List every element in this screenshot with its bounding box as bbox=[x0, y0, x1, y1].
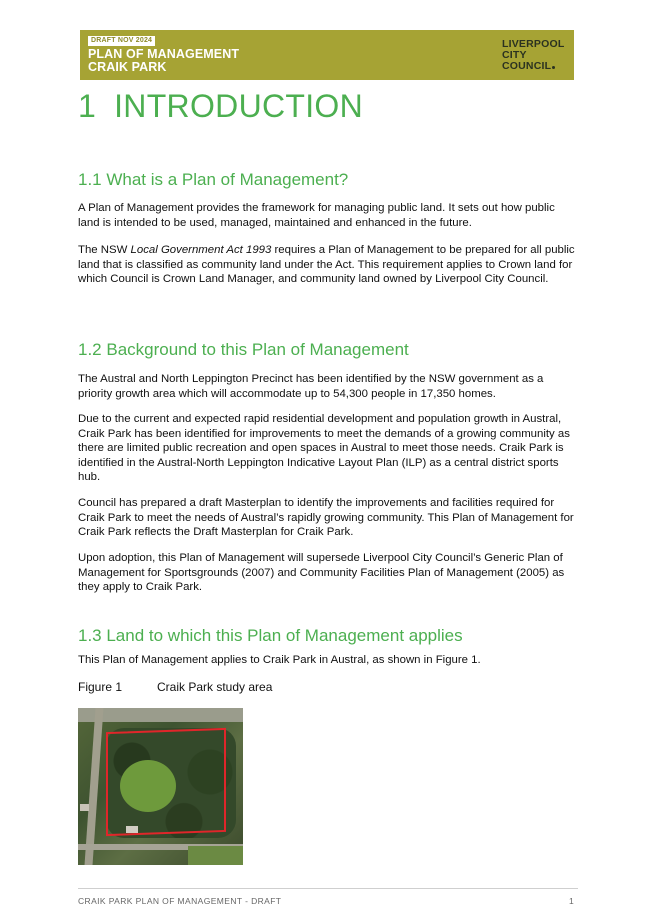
draft-tag: DRAFT NOV 2024 bbox=[88, 36, 155, 46]
paragraph bbox=[78, 243, 578, 287]
chapter-title: INTRODUCTION bbox=[114, 88, 364, 124]
figure-title: Craik Park study area bbox=[157, 680, 273, 694]
chapter-number: 1 bbox=[78, 88, 97, 124]
study-area-boundary bbox=[106, 728, 226, 836]
act-title: Local Government Act 1993 bbox=[130, 244, 272, 256]
paragraph: The Austral and North Leppington Precinct has been identified by the NSW government as a priority growth area which will accommodate up to 54,300 people in 17,350 homes. bbox=[78, 373, 544, 400]
aerial-map bbox=[78, 708, 243, 865]
footer-text: CRAIK PARK PLAN OF MANAGEMENT - DRAFT bbox=[78, 896, 282, 906]
section-heading: 1.1 What is a Plan of Management? bbox=[78, 170, 349, 189]
grass-field bbox=[188, 846, 243, 865]
logo-line: LIVERPOOL bbox=[502, 38, 565, 50]
road bbox=[85, 708, 104, 865]
logo-dot-icon bbox=[552, 66, 555, 69]
paragraph: Due to the current and expected rapid residential development and population growth in Austral, Craik Park has been identified for improvements to meet the demands of a growing community as there are limited public recreation and open spaces in Austral to meet those needs. Craik Park is identified in the Austral-North Leppington Indicative Layout Plan (ILP) as a central district sports hub. bbox=[78, 413, 570, 483]
paragraph: Council has prepared a draft Masterplan to identify the improvements and facilities required for Craik Park to meet the needs of Austral’s rapidly growing community. This Plan of Management for Craik Park reflects the Draft Masterplan for Craik Park. bbox=[78, 497, 574, 538]
section-heading: 1.3 Land to which this Plan of Management applies bbox=[78, 626, 463, 645]
footer-divider bbox=[78, 888, 578, 889]
header-banner bbox=[80, 30, 574, 80]
logo-line: COUNCIL bbox=[502, 60, 552, 72]
council-logo bbox=[502, 39, 566, 72]
banner-title: PLAN OF MANAGEMENT bbox=[88, 47, 240, 61]
paragraph: A Plan of Management provides the framework for managing public land. It sets out how public land is intended to be used, managed, maintained and enhanced in the future. bbox=[78, 202, 555, 229]
section-heading: 1.2 Background to this Plan of Management bbox=[78, 340, 409, 359]
paragraph: Upon adoption, this Plan of Management will supersede Liverpool City Council’s Generic Plan of Management for Sportsgrounds (2007) and Community Facilities Plan of Management (2005) as they apply to Craik Park. bbox=[78, 552, 565, 593]
paragraph-text: The NSW bbox=[78, 244, 131, 256]
logo-line: CITY bbox=[502, 49, 527, 61]
figure-number: Figure 1 bbox=[78, 680, 123, 694]
building bbox=[80, 804, 89, 811]
figure-caption bbox=[78, 680, 272, 694]
paragraph: This Plan of Management applies to Craik Park in Austral, as shown in Figure 1. bbox=[78, 654, 481, 666]
page-number: 1 bbox=[569, 896, 574, 906]
chapter-heading bbox=[78, 88, 363, 125]
paragraph-text: requires a Plan of Management to be prepared for all public land that is classified as community land under the Act. This requirement applies to Crown land for which Council is Crown Land Manager, and community land owned by Liverpool City Council. bbox=[78, 244, 575, 285]
banner-subtitle: CRAIK PARK bbox=[88, 60, 167, 74]
